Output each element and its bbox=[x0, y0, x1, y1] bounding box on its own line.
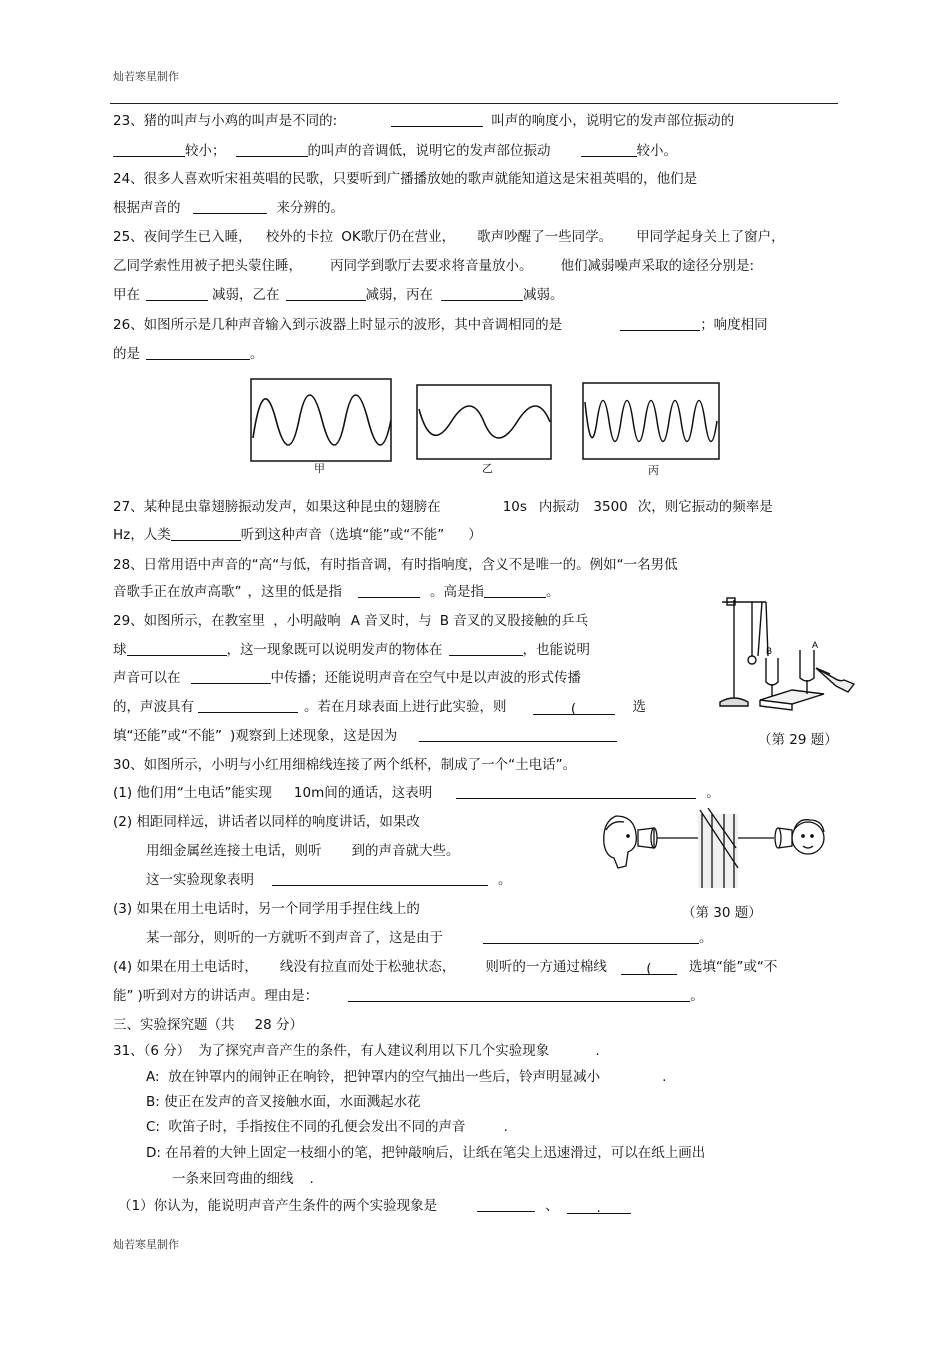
q25-line2: 乙同学索性用被子把头蒙住睡， 丙同学到歌厅去要求将音量放小。 他们减弱噪声采取的途径分别是: bbox=[113, 258, 755, 274]
q26-blank-2[interactable] bbox=[146, 345, 250, 360]
tuning-fork-figure bbox=[712, 590, 858, 714]
q31-blank-1[interactable] bbox=[477, 1197, 535, 1212]
q29-blank-1[interactable] bbox=[127, 641, 227, 656]
q28-line2: 音歌手正在放声高歌” ，这里的低是指 。高是指 。 bbox=[113, 584, 560, 600]
q31-option-d-cont: 一条来回弯曲的细线 . bbox=[172, 1171, 314, 1187]
q30-line2: (1) 他们用“土电话”能实现 10m间的通话，这表明 。 bbox=[113, 785, 720, 801]
q31-sub1: （1）你认为，能说明声音产生条件的两个实验现象是 、 . bbox=[118, 1197, 631, 1215]
q27-line2: Hz，人类 听到这种声音（选填“能”或“不能” ） bbox=[113, 527, 482, 543]
q26-line1: 26、如图所示是几种声音输入到示波器上时显示的波形，其中音调相同的是 ；响度相同 bbox=[113, 317, 768, 333]
q28-blank-2[interactable] bbox=[484, 583, 546, 598]
q26-blank-1[interactable] bbox=[620, 316, 700, 331]
q23-line2: 较小； 的叫声的音调低，说明它的发声部位振动 较小。 bbox=[113, 142, 677, 160]
q29-blank-2[interactable] bbox=[449, 641, 523, 656]
q23-blank-2[interactable] bbox=[113, 142, 185, 157]
q25-line1: 25、夜间学生已入睡， 校外的卡拉 OK歌厅仍在营业， 歌声吵醒了一些同学。 甲同学起身关上了窗户， bbox=[113, 229, 785, 245]
q31-option-d: D: 在吊着的大钟上固定一枝细小的笔，把钟敲响后，让纸在笔尖上迅速滑过，可以在纸上画出 bbox=[146, 1145, 706, 1161]
q29-line1: 29、如图所示，在教室里 ，小明敲响 A 音叉时，与 B 音叉的叉股接触的乒乓 bbox=[113, 613, 589, 629]
q30-blank-4[interactable]: ( bbox=[621, 960, 677, 975]
waveform-jia bbox=[250, 378, 392, 462]
q24-line2: 根据声音的 来分辨的。 bbox=[113, 200, 344, 216]
q23-blank-4[interactable] bbox=[581, 142, 637, 157]
q29-caption: （第 29 题） bbox=[758, 732, 838, 748]
footer-brand: 灿若寒星制作 bbox=[113, 1238, 179, 1251]
q27-line1: 27、某种昆虫靠翅膀振动发声，如果这种昆虫的翅膀在 10s 内振动 3500 次，则它振动的频率是 bbox=[113, 499, 773, 515]
q23-blank-3[interactable] bbox=[236, 142, 308, 157]
q29-line4: 的，声波具有 。若在月球表面上进行此实验，则 ( 选 bbox=[113, 699, 646, 717]
q24-blank[interactable] bbox=[193, 199, 267, 214]
q26-line2: 的是 。 bbox=[113, 346, 264, 362]
q30-line6: (3) 如果在用土电话时，另一个同学用手捏住线上的 bbox=[113, 901, 420, 917]
waveform-bing-label: 丙 bbox=[648, 464, 659, 477]
q29-line2: 球 ，这一现象既可以说明发声的物体在 ，也能说明 bbox=[113, 642, 590, 658]
q30-line8: (4) 如果在用土电话时， 线没有拉直而处于松驰状态， 则听的一方通过棉线 ( 选填“能”或“不 bbox=[113, 959, 778, 977]
q31-option-c: C: 吹笛子时，手指按住不同的孔便会发出不同的声音 . bbox=[146, 1119, 508, 1135]
q31-line1: 31、（6 分） 为了探究声音产生的条件，有人建议利用以下几个实验现象 . bbox=[113, 1043, 600, 1059]
q30-blank-2[interactable] bbox=[272, 871, 488, 886]
q30-blank-3[interactable] bbox=[483, 929, 699, 944]
q29-blank-5[interactable]: ( bbox=[533, 700, 615, 715]
q31-option-a: A: 放在钟罩内的闹钟正在响铃，把钟罩内的空气抽出一些后，铃声明显减小 . bbox=[146, 1069, 667, 1085]
q28-blank-1[interactable] bbox=[358, 583, 420, 598]
q30-blank-5[interactable] bbox=[348, 987, 690, 1002]
q27-blank[interactable] bbox=[171, 526, 241, 541]
fork-label-a: A bbox=[812, 640, 819, 650]
q29-line3: 声音可以在 中传播；还能说明声音在空气中是以声波的形式传播 bbox=[113, 670, 581, 686]
q23-line1: 23、猪的叫声与小鸡的叫声是不同的: 叫声的响度小，说明它的发声部位振动的 bbox=[113, 113, 735, 129]
waveform-bing-curve bbox=[585, 401, 717, 442]
q29-blank-4[interactable] bbox=[198, 698, 298, 713]
q30-caption: （第 30 题） bbox=[682, 905, 762, 921]
header-brand: 灿若寒星制作 bbox=[113, 70, 179, 83]
waveform-yi-label: 乙 bbox=[482, 462, 493, 475]
q28-line1: 28、日常用语中声音的“高“与低，有时指音调，有时指响度，含义不是唯一的。例如“一名男低 bbox=[113, 557, 678, 573]
q30-line9: 能” )听到对方的讲话声。理由是： 。 bbox=[113, 988, 704, 1004]
q31-blank-2[interactable]: . bbox=[567, 1199, 631, 1214]
q25-line3: 甲在 减弱，乙在 减弱，丙在 减弱。 bbox=[113, 287, 564, 303]
q25-blank-2[interactable] bbox=[286, 286, 366, 301]
q29-blank-6[interactable] bbox=[419, 727, 617, 742]
header-rule bbox=[110, 103, 838, 104]
q30-blank-1[interactable] bbox=[456, 784, 696, 799]
waveform-jia-curve bbox=[253, 395, 391, 445]
fork-label-b: B bbox=[766, 646, 773, 656]
q24-line1: 24、很多人喜欢听宋祖英唱的民歌，只要听到广播播放她的歌声就能知道这是宋祖英唱的，他们是 bbox=[113, 171, 698, 187]
q30-line5: 这一实验现象表明 。 bbox=[146, 872, 512, 888]
q30-line7: 某一部分，则听的一方就听不到声音了，这是由于 。 bbox=[146, 930, 713, 946]
waveform-yi bbox=[416, 384, 552, 460]
q23-blank-1[interactable] bbox=[391, 112, 483, 127]
q29-blank-3[interactable] bbox=[191, 669, 271, 684]
q31-option-b: B: 使正在发声的音叉接触水面，水面溅起水花 bbox=[146, 1094, 421, 1110]
q25-blank-1[interactable] bbox=[146, 286, 208, 301]
waveform-yi-curve bbox=[419, 406, 550, 438]
q29-line5: 填“还能”或“不能” )观察到上述现象，这是因为 bbox=[113, 727, 617, 745]
q25-blank-3[interactable] bbox=[441, 286, 523, 301]
waveform-bing bbox=[582, 382, 720, 460]
string-telephone-figure bbox=[598, 808, 830, 890]
q30-line1: 30、如图所示，小明与小红用细棉线连接了两个纸杯，制成了一个“土电话”。 bbox=[113, 757, 577, 773]
waveform-jia-label: 甲 bbox=[314, 462, 325, 475]
q30-line3: (2) 相距同样远，讲话者以同样的响度讲话，如果改 bbox=[113, 814, 420, 830]
section3-heading: 三、实验探究题（共 28 分） bbox=[113, 1017, 303, 1033]
q30-line4: 用细金属丝连接土电话，则听 到的声音就大些。 bbox=[146, 843, 460, 859]
